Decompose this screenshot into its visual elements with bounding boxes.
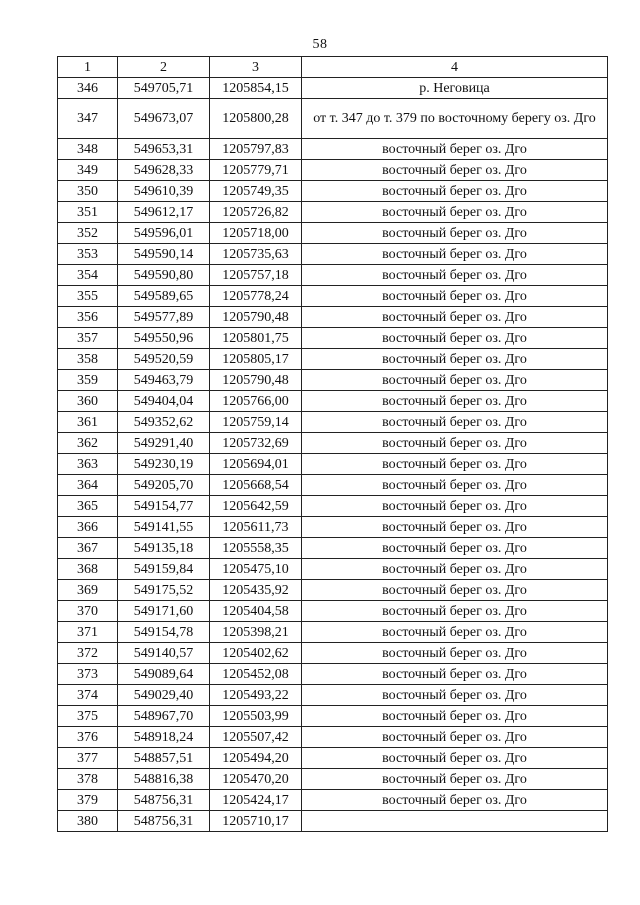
description-cell: восточный берег оз. Дго <box>302 370 608 391</box>
coordinates-table <box>57 56 608 832</box>
x-coordinate-cell: 549154,78 <box>118 622 210 643</box>
point-number-cell: 371 <box>58 622 118 643</box>
y-coordinate-cell: 1205749,35 <box>210 181 302 202</box>
point-number-cell: 351 <box>58 202 118 223</box>
x-coordinate-cell: 549590,14 <box>118 244 210 265</box>
table-row <box>58 265 608 286</box>
description-cell: восточный берег оз. Дго <box>302 769 608 790</box>
table-row <box>58 99 608 139</box>
description-cell: восточный берег оз. Дго <box>302 307 608 328</box>
point-number-cell: 346 <box>58 78 118 99</box>
table-header <box>58 57 608 78</box>
y-coordinate-cell: 1205732,69 <box>210 433 302 454</box>
table-row <box>58 538 608 559</box>
table-row <box>58 601 608 622</box>
description-cell: восточный берег оз. Дго <box>302 727 608 748</box>
y-coordinate-cell: 1205801,75 <box>210 328 302 349</box>
table-row <box>58 391 608 412</box>
table-row <box>58 349 608 370</box>
table-row <box>58 370 608 391</box>
table-row <box>58 622 608 643</box>
header-col-4: 4 <box>302 57 608 78</box>
y-coordinate-cell: 1205790,48 <box>210 307 302 328</box>
y-coordinate-cell: 1205757,18 <box>210 265 302 286</box>
table-row <box>58 475 608 496</box>
table-row <box>58 664 608 685</box>
y-coordinate-cell: 1205503,99 <box>210 706 302 727</box>
header-col-2: 2 <box>118 57 210 78</box>
point-number-cell: 353 <box>58 244 118 265</box>
x-coordinate-cell: 549029,40 <box>118 685 210 706</box>
x-coordinate-cell: 549590,80 <box>118 265 210 286</box>
table-row <box>58 580 608 601</box>
description-cell: восточный берег оз. Дго <box>302 244 608 265</box>
table-row <box>58 202 608 223</box>
point-number-cell: 380 <box>58 811 118 832</box>
description-cell: восточный берег оз. Дго <box>302 685 608 706</box>
table-row <box>58 790 608 811</box>
description-cell: восточный берег оз. Дго <box>302 664 608 685</box>
point-number-cell: 368 <box>58 559 118 580</box>
table-row <box>58 769 608 790</box>
y-coordinate-cell: 1205805,17 <box>210 349 302 370</box>
description-cell: восточный берег оз. Дго <box>302 181 608 202</box>
point-number-cell: 348 <box>58 139 118 160</box>
description-cell: восточный берег оз. Дго <box>302 580 608 601</box>
y-coordinate-cell: 1205790,48 <box>210 370 302 391</box>
x-coordinate-cell: 548918,24 <box>118 727 210 748</box>
description-cell: восточный берег оз. Дго <box>302 349 608 370</box>
y-coordinate-cell: 1205759,14 <box>210 412 302 433</box>
x-coordinate-cell: 548756,31 <box>118 790 210 811</box>
x-coordinate-cell: 549463,79 <box>118 370 210 391</box>
x-coordinate-cell: 549089,64 <box>118 664 210 685</box>
y-coordinate-cell: 1205402,62 <box>210 643 302 664</box>
y-coordinate-cell: 1205475,10 <box>210 559 302 580</box>
x-coordinate-cell: 549577,89 <box>118 307 210 328</box>
x-coordinate-cell: 549589,65 <box>118 286 210 307</box>
y-coordinate-cell: 1205404,58 <box>210 601 302 622</box>
y-coordinate-cell: 1205800,28 <box>210 99 302 139</box>
y-coordinate-cell: 1205642,59 <box>210 496 302 517</box>
point-number-cell: 347 <box>58 99 118 139</box>
table-row <box>58 307 608 328</box>
y-coordinate-cell: 1205435,92 <box>210 580 302 601</box>
description-cell: восточный берег оз. Дго <box>302 748 608 769</box>
x-coordinate-cell: 549610,39 <box>118 181 210 202</box>
y-coordinate-cell: 1205726,82 <box>210 202 302 223</box>
table-row <box>58 643 608 664</box>
point-number-cell: 365 <box>58 496 118 517</box>
x-coordinate-cell: 549596,01 <box>118 223 210 244</box>
table-row <box>58 496 608 517</box>
point-number-cell: 362 <box>58 433 118 454</box>
point-number-cell: 373 <box>58 664 118 685</box>
description-cell: восточный берег оз. Дго <box>302 160 608 181</box>
table-row <box>58 139 608 160</box>
y-coordinate-cell: 1205507,42 <box>210 727 302 748</box>
x-coordinate-cell: 549230,19 <box>118 454 210 475</box>
table-row <box>58 433 608 454</box>
point-number-cell: 364 <box>58 475 118 496</box>
table-row <box>58 685 608 706</box>
point-number-cell: 379 <box>58 790 118 811</box>
description-cell: восточный берег оз. Дго <box>302 790 608 811</box>
x-coordinate-cell: 549141,55 <box>118 517 210 538</box>
x-coordinate-cell: 548756,31 <box>118 811 210 832</box>
point-number-cell: 369 <box>58 580 118 601</box>
point-number-cell: 360 <box>58 391 118 412</box>
y-coordinate-cell: 1205493,22 <box>210 685 302 706</box>
x-coordinate-cell: 549291,40 <box>118 433 210 454</box>
y-coordinate-cell: 1205611,73 <box>210 517 302 538</box>
x-coordinate-cell: 549352,62 <box>118 412 210 433</box>
table-row <box>58 727 608 748</box>
x-coordinate-cell: 549404,04 <box>118 391 210 412</box>
y-coordinate-cell: 1205694,01 <box>210 454 302 475</box>
x-coordinate-cell: 548816,38 <box>118 769 210 790</box>
point-number-cell: 363 <box>58 454 118 475</box>
table-row <box>58 223 608 244</box>
x-coordinate-cell: 549628,33 <box>118 160 210 181</box>
point-number-cell: 372 <box>58 643 118 664</box>
x-coordinate-cell: 549673,07 <box>118 99 210 139</box>
point-number-cell: 361 <box>58 412 118 433</box>
y-coordinate-cell: 1205494,20 <box>210 748 302 769</box>
point-number-cell: 376 <box>58 727 118 748</box>
point-number-cell: 358 <box>58 349 118 370</box>
y-coordinate-cell: 1205766,00 <box>210 391 302 412</box>
x-coordinate-cell: 549135,18 <box>118 538 210 559</box>
description-cell: восточный берег оз. Дго <box>302 328 608 349</box>
table-row <box>58 286 608 307</box>
header-col-1: 1 <box>58 57 118 78</box>
x-coordinate-cell: 549205,70 <box>118 475 210 496</box>
header-row <box>58 57 608 78</box>
table-row <box>58 160 608 181</box>
x-coordinate-cell: 549612,17 <box>118 202 210 223</box>
point-number-cell: 359 <box>58 370 118 391</box>
y-coordinate-cell: 1205718,00 <box>210 223 302 244</box>
y-coordinate-cell: 1205778,24 <box>210 286 302 307</box>
x-coordinate-cell: 549154,77 <box>118 496 210 517</box>
table-row <box>58 706 608 727</box>
y-coordinate-cell: 1205779,71 <box>210 160 302 181</box>
x-coordinate-cell: 548967,70 <box>118 706 210 727</box>
point-number-cell: 374 <box>58 685 118 706</box>
table-row <box>58 181 608 202</box>
description-cell <box>302 811 608 832</box>
x-coordinate-cell: 549171,60 <box>118 601 210 622</box>
y-coordinate-cell: 1205558,35 <box>210 538 302 559</box>
table-row <box>58 454 608 475</box>
table-row <box>58 559 608 580</box>
description-cell: восточный берег оз. Дго <box>302 139 608 160</box>
description-cell: восточный берег оз. Дго <box>302 265 608 286</box>
table-row <box>58 78 608 99</box>
y-coordinate-cell: 1205854,15 <box>210 78 302 99</box>
y-coordinate-cell: 1205710,17 <box>210 811 302 832</box>
description-cell: восточный берег оз. Дго <box>302 517 608 538</box>
x-coordinate-cell: 549705,71 <box>118 78 210 99</box>
x-coordinate-cell: 549175,52 <box>118 580 210 601</box>
description-cell: восточный берег оз. Дго <box>302 223 608 244</box>
x-coordinate-cell: 549159,84 <box>118 559 210 580</box>
description-cell: восточный берег оз. Дго <box>302 601 608 622</box>
description-cell: восточный берег оз. Дго <box>302 433 608 454</box>
table-row <box>58 811 608 832</box>
point-number-cell: 378 <box>58 769 118 790</box>
point-number-cell: 349 <box>58 160 118 181</box>
y-coordinate-cell: 1205668,54 <box>210 475 302 496</box>
point-number-cell: 354 <box>58 265 118 286</box>
table-row <box>58 244 608 265</box>
page-number: 58 <box>312 37 328 52</box>
header-col-3: 3 <box>210 57 302 78</box>
point-number-cell: 352 <box>58 223 118 244</box>
description-cell: восточный берег оз. Дго <box>302 559 608 580</box>
table-row <box>58 328 608 349</box>
point-number-cell: 350 <box>58 181 118 202</box>
table-body <box>58 78 608 832</box>
y-coordinate-cell: 1205797,83 <box>210 139 302 160</box>
y-coordinate-cell: 1205470,20 <box>210 769 302 790</box>
description-cell: восточный берег оз. Дго <box>302 202 608 223</box>
y-coordinate-cell: 1205452,08 <box>210 664 302 685</box>
description-cell: восточный берег оз. Дго <box>302 706 608 727</box>
point-number-cell: 367 <box>58 538 118 559</box>
description-cell: восточный берег оз. Дго <box>302 412 608 433</box>
description-cell: восточный берег оз. Дго <box>302 391 608 412</box>
x-coordinate-cell: 549520,59 <box>118 349 210 370</box>
description-cell: р. Неговица <box>302 78 608 99</box>
x-coordinate-cell: 549550,96 <box>118 328 210 349</box>
point-number-cell: 355 <box>58 286 118 307</box>
point-number-cell: 356 <box>58 307 118 328</box>
description-cell: восточный берег оз. Дго <box>302 643 608 664</box>
x-coordinate-cell: 549653,31 <box>118 139 210 160</box>
point-number-cell: 370 <box>58 601 118 622</box>
description-cell: восточный берег оз. Дго <box>302 538 608 559</box>
x-coordinate-cell: 549140,57 <box>118 643 210 664</box>
point-number-cell: 375 <box>58 706 118 727</box>
point-number-cell: 366 <box>58 517 118 538</box>
description-cell: от т. 347 до т. 379 по восточному берегу оз. Дго <box>302 99 608 139</box>
table-row <box>58 748 608 769</box>
table-row <box>58 517 608 538</box>
description-cell: восточный берег оз. Дго <box>302 622 608 643</box>
point-number-cell: 357 <box>58 328 118 349</box>
y-coordinate-cell: 1205735,63 <box>210 244 302 265</box>
description-cell: восточный берег оз. Дго <box>302 286 608 307</box>
y-coordinate-cell: 1205424,17 <box>210 790 302 811</box>
description-cell: восточный берег оз. Дго <box>302 454 608 475</box>
description-cell: восточный берег оз. Дго <box>302 496 608 517</box>
point-number-cell: 377 <box>58 748 118 769</box>
y-coordinate-cell: 1205398,21 <box>210 622 302 643</box>
table-row <box>58 412 608 433</box>
description-cell: восточный берег оз. Дго <box>302 475 608 496</box>
x-coordinate-cell: 548857,51 <box>118 748 210 769</box>
